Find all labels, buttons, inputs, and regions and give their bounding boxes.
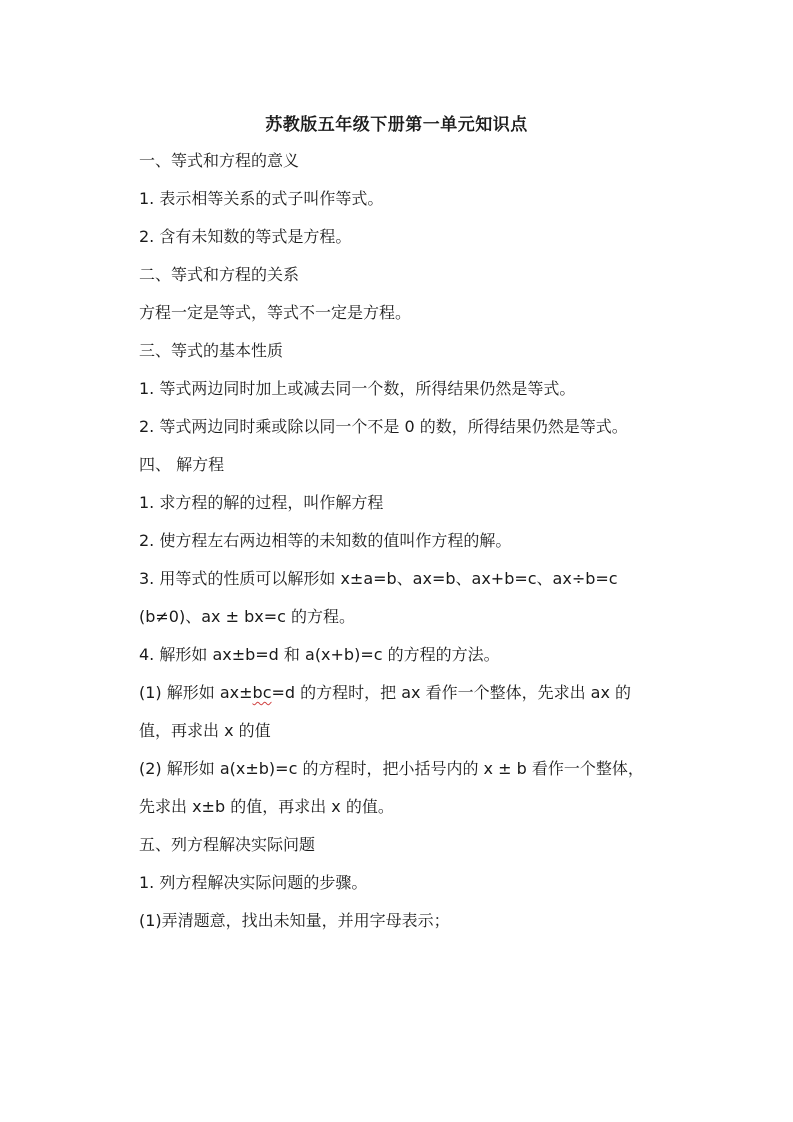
- text-line: [139, 682, 631, 704]
- section-heading-1: 一、等式和方程的意义: [139, 151, 300, 170]
- text-line: 先求出 x±b 的值，再求出 x 的值。: [139, 797, 394, 816]
- text-line: (1)弄清题意，找出未知量，并用字母表示；: [139, 911, 450, 930]
- section-heading-3: 三、等式的基本性质: [139, 341, 284, 360]
- text-line: 2. 含有未知数的等式是方程。: [139, 227, 352, 246]
- text-line: 值，再求出 x 的值: [139, 721, 271, 740]
- document-title: 苏教版五年级下册第一单元知识点: [265, 115, 528, 135]
- text-line: 3. 用等式的性质可以解形如 x±a=b、ax=b、ax+b=c、ax÷b=c: [139, 569, 618, 588]
- text-line: (2) 解形如 a(x±b)=c 的方程时，把小括号内的 x ± b 看作一个整体，: [139, 759, 644, 778]
- text-segment: =d 的方程时，把 ax 看作一个整体，先求出 ax 的: [271, 683, 632, 702]
- section-heading-5: 五、列方程解决实际问题: [139, 835, 316, 854]
- text-line: 1. 求方程的解的过程，叫作解方程: [139, 493, 384, 512]
- section-heading-4: 四、 解方程: [139, 455, 225, 474]
- text-line: 2. 等式两边同时乘或除以同一个不是 0 的数，所得结果仍然是等式。: [139, 417, 628, 436]
- text-line: 1. 列方程解决实际问题的步骤。: [139, 873, 368, 892]
- text-line: 4. 解形如 ax±b=d 和 a(x+b)=c 的方程的方法。: [139, 645, 500, 664]
- text-segment: (1) 解形如 ax±: [139, 683, 253, 702]
- section-heading-2: 二、等式和方程的关系: [139, 265, 300, 284]
- text-line: (b≠0)、ax ± bx=c 的方程。: [139, 607, 355, 626]
- text-line: 1. 等式两边同时加上或减去同一个数，所得结果仍然是等式。: [139, 379, 576, 398]
- text-line: 2. 使方程左右两边相等的未知数的值叫作方程的解。: [139, 531, 512, 550]
- text-line: 1. 表示相等关系的式子叫作等式。: [139, 189, 384, 208]
- text-line: 方程一定是等式，等式不一定是方程。: [139, 303, 412, 322]
- spellcheck-underlined-text: bc: [252, 683, 272, 702]
